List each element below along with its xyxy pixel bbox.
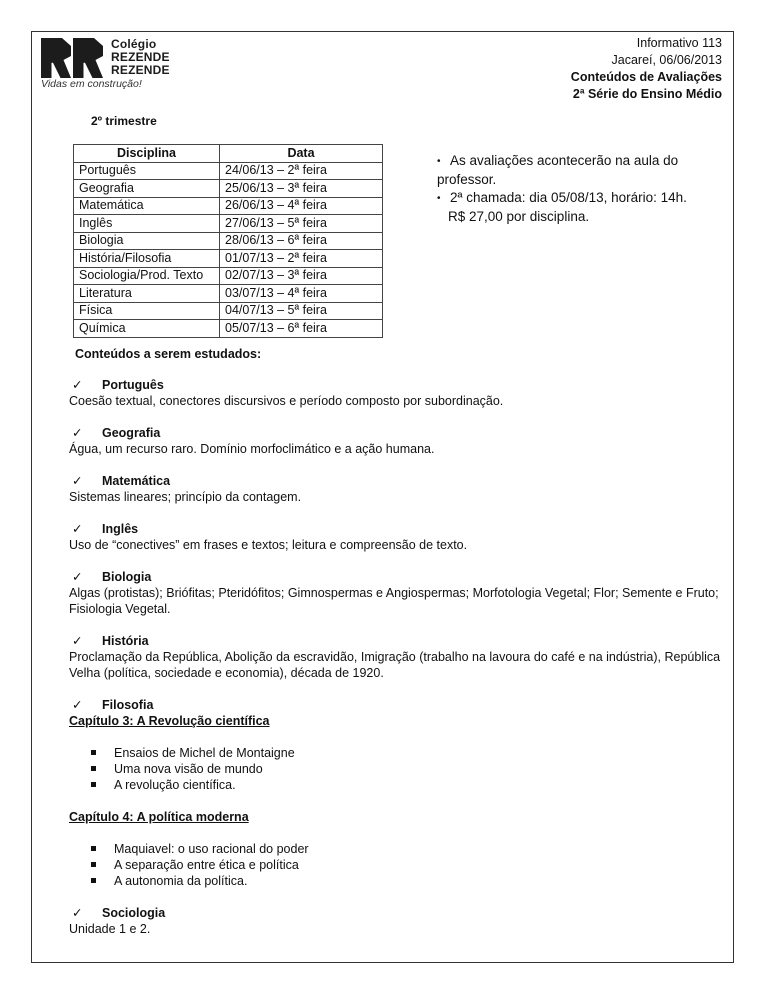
subject-biologia	[69, 569, 729, 617]
date-cell: 04/07/13 – 5ª feira	[220, 302, 383, 320]
document-grade: 2ª Série do Ensino Médio	[572, 87, 722, 101]
table-row	[74, 197, 383, 215]
subject-name: Português	[102, 378, 164, 392]
rr-logo-mark	[41, 38, 109, 78]
subject-cell: Português	[74, 162, 220, 180]
exam-schedule-table	[73, 144, 383, 338]
logo-line-3: REZENDE	[111, 63, 170, 77]
list-item: A separação entre ética e política	[69, 857, 729, 873]
square-bullet-icon	[91, 750, 96, 755]
subject-name: História	[102, 634, 149, 648]
checkmark-icon: ✓	[72, 634, 83, 648]
date-cell: 26/06/13 – 4ª feira	[220, 197, 383, 215]
subject-portugues	[69, 377, 729, 409]
checkmark-icon: ✓	[72, 570, 83, 584]
date-cell: 27/06/13 – 5ª feira	[220, 215, 383, 233]
chapter-heading: Capítulo 3: A Revolução científica	[69, 714, 270, 728]
logo-line-2: REZENDE	[111, 50, 170, 64]
date-cell: 28/06/13 – 6ª feira	[220, 232, 383, 250]
list-item: Uma nova visão de mundo	[69, 761, 729, 777]
checkmark-icon: ✓	[72, 698, 83, 712]
logo-line-1: Colégio	[111, 37, 157, 51]
subject-cell: História/Filosofia	[74, 250, 220, 268]
subject-name: Matemática	[102, 474, 171, 488]
contents-heading: Conteúdos a serem estudados:	[75, 347, 262, 361]
exam-notes	[437, 152, 737, 226]
square-bullet-icon	[91, 782, 96, 787]
bullet-icon: •	[437, 156, 441, 167]
table-row	[74, 180, 383, 198]
subject-cell: Inglês	[74, 215, 220, 233]
checkmark-icon: ✓	[72, 378, 83, 392]
bullet-icon: •	[437, 193, 441, 204]
chapter-topic-list	[69, 841, 729, 889]
informativo-number: Informativo 113	[636, 36, 722, 50]
subject-name: Filosofia	[102, 698, 154, 712]
column-header: Data	[220, 145, 383, 163]
subject-name: Biologia	[102, 570, 152, 584]
table-row	[74, 232, 383, 250]
subject-text: Proclamação da República, Abolição da escravidão, Imigração (trabalho na lavoura do café e na indústria), República Velha (política, sociedade e economia), década de 1920.	[69, 650, 721, 680]
date-cell: 05/07/13 – 6ª feira	[220, 320, 383, 338]
subject-cell: Geografia	[74, 180, 220, 198]
chapter-heading: Capítulo 4: A política moderna	[69, 810, 249, 824]
date-cell: 02/07/13 – 3ª feira	[220, 267, 383, 285]
square-bullet-icon	[91, 846, 96, 851]
table-row	[74, 285, 383, 303]
subject-text: Água, um recurso raro. Domínio morfoclimático e a ação humana.	[69, 442, 435, 456]
subject-historia	[69, 633, 729, 681]
chapter-topic-list	[69, 745, 729, 793]
square-bullet-icon	[91, 766, 96, 771]
list-item: Ensaios de Michel de Montaigne	[69, 745, 729, 761]
note-text: As avaliações acontecerão na aula do professor.	[437, 153, 679, 187]
date-cell: 25/06/13 – 3ª feira	[220, 180, 383, 198]
table-row	[74, 320, 383, 338]
document-title: Conteúdos de Avaliações	[570, 70, 722, 84]
table-row	[74, 215, 383, 233]
checkmark-icon: ✓	[72, 906, 83, 920]
note-item	[437, 189, 737, 226]
date-cell: 03/07/13 – 4ª feira	[220, 285, 383, 303]
subject-cell: Sociologia/Prod. Texto	[74, 267, 220, 285]
subject-cell: Literatura	[74, 285, 220, 303]
column-header: Disciplina	[74, 145, 220, 163]
subject-sociologia	[69, 905, 729, 937]
subject-cell: Matemática	[74, 197, 220, 215]
subject-cell: Física	[74, 302, 220, 320]
subject-text: Uso de “conectives” em frases e textos; leitura e compreensão de texto.	[69, 538, 468, 552]
table-row	[74, 162, 383, 180]
subject-matematica	[69, 473, 729, 505]
subject-filosofia	[69, 697, 729, 889]
trimestre-label: 2º trimestre	[91, 114, 157, 128]
place-date: Jacareí, 06/06/2013	[611, 53, 722, 67]
subject-ingles	[69, 521, 729, 553]
subject-name: Inglês	[102, 522, 139, 536]
checkmark-icon: ✓	[72, 426, 83, 440]
subject-text: Algas (protistas); Briófitas; Pteridófitos; Gimnospermas e Angiospermas; Morfotologia Vegetal; Flor; Semente e Fruto; Fisiologia Vegetal.	[69, 586, 719, 616]
subject-geografia	[69, 425, 729, 457]
subject-name: Sociologia	[102, 906, 166, 920]
subject-contents	[69, 377, 729, 953]
table-header-row	[74, 145, 383, 163]
list-item: A autonomia da política.	[69, 873, 729, 889]
subject-text: Sistemas lineares; princípio da contagem.	[69, 490, 302, 504]
subject-text: Coesão textual, conectores discursivos e período composto por subordinação.	[69, 394, 504, 408]
subject-cell: Química	[74, 320, 220, 338]
logo-tagline: Vidas em construção!	[41, 78, 142, 90]
table-row	[74, 250, 383, 268]
table-row	[74, 302, 383, 320]
checkmark-icon: ✓	[72, 474, 83, 488]
note-text: 2ª chamada: dia 05/08/13, horário: 14h.	[450, 190, 687, 205]
note-text: R$ 27,00 por disciplina.	[448, 209, 590, 224]
subject-cell: Biologia	[74, 232, 220, 250]
square-bullet-icon	[91, 862, 96, 867]
school-logo	[41, 38, 171, 92]
note-item	[437, 152, 737, 189]
logo-school-name	[111, 38, 170, 77]
subject-text: Unidade 1 e 2.	[69, 922, 151, 936]
square-bullet-icon	[91, 878, 96, 883]
subject-name: Geografia	[102, 426, 161, 440]
table-row	[74, 267, 383, 285]
document-header	[571, 35, 722, 103]
checkmark-icon: ✓	[72, 522, 83, 536]
date-cell: 24/06/13 – 2ª feira	[220, 162, 383, 180]
list-item: A revolução científica.	[69, 777, 729, 793]
list-item: Maquiavel: o uso racional do poder	[69, 841, 729, 857]
date-cell: 01/07/13 – 2ª feira	[220, 250, 383, 268]
